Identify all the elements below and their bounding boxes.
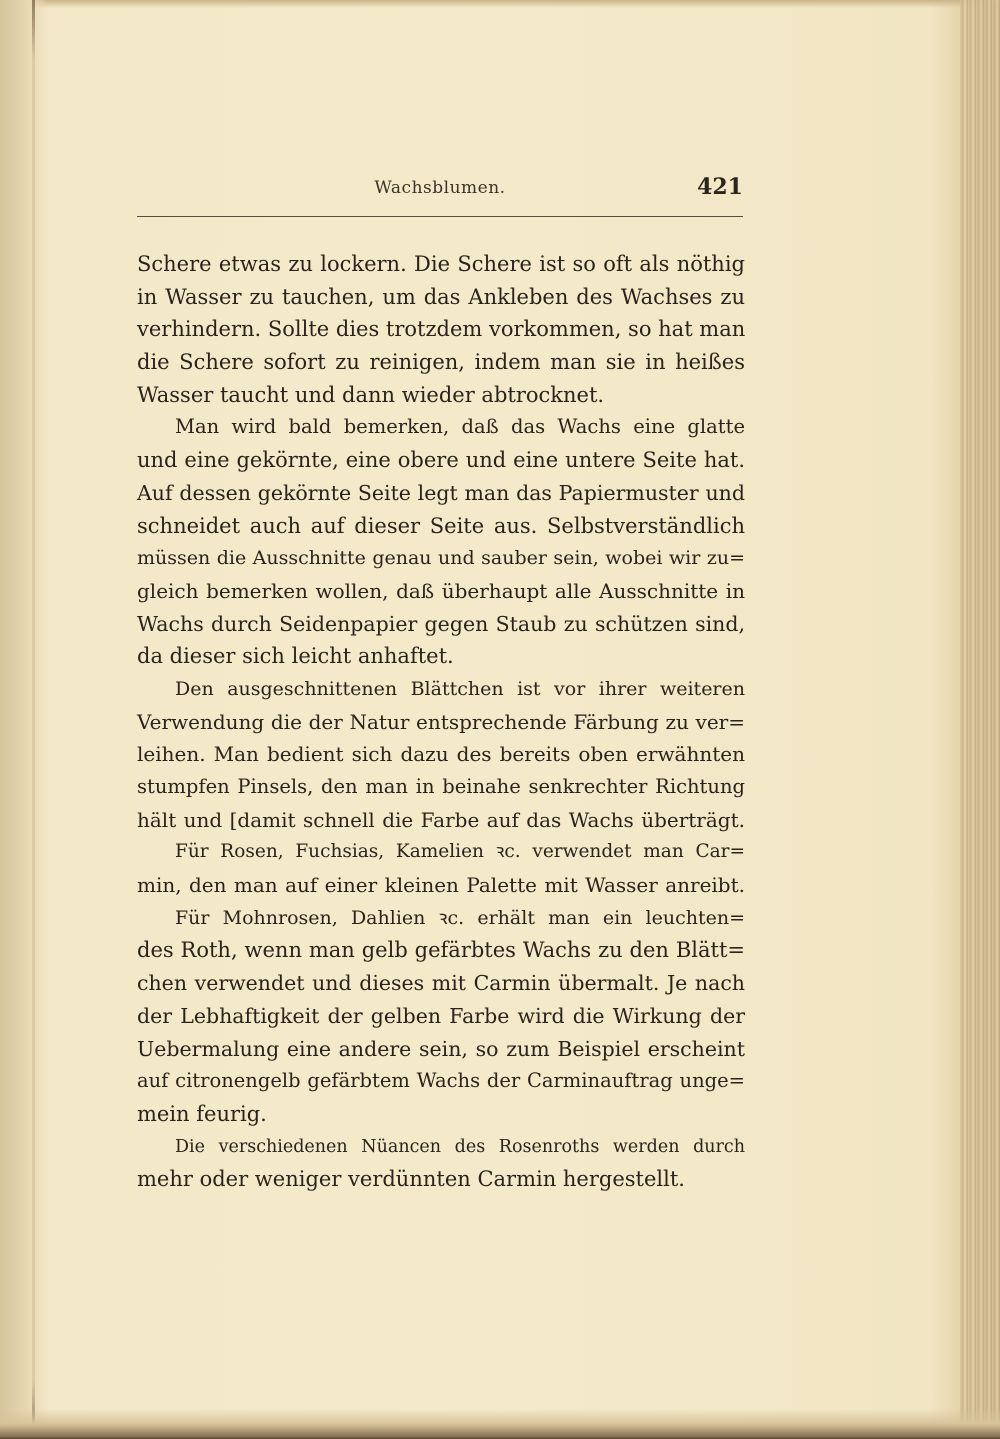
text-line: mein feurig. (137, 1101, 267, 1126)
text-line: gleich bemerken wollen, daß überhaupt alle Ausschnitte in (137, 578, 745, 603)
running-title: Wachsblumen. (374, 178, 506, 198)
paragraph (137, 836, 745, 901)
text-line: die Schere sofort zu reinigen, indem man sie in heißes (137, 350, 745, 375)
text-line: Verwendung die der Natur entsprechende Färbung zu ver= (137, 709, 745, 734)
text-line: Die verschiedenen Nüancen des Rosenroths werden durch (175, 1136, 745, 1157)
text-line: schneidet auch auf dieser Seite aus. Selbstverständlich (137, 513, 745, 538)
text-line: und eine gekörnte, eine obere und eine untere Seite hat. (137, 448, 745, 473)
text-line: der Lebhaftigkeit der gelben Farbe wird die Wirkung der (137, 1003, 745, 1028)
text-line: Schere etwas zu lockern. Die Schere ist so oft als nöthig (137, 252, 745, 276)
page-edges (960, 0, 1000, 1439)
text-line: stumpfen Pinsels, den man in beinahe senkrechter Richtung (137, 775, 745, 798)
text-line: verhindern. Sollte dies trotzdem vorkommen, so hat man (137, 317, 746, 342)
text-line: müssen die Ausschnitte genau und sauber sein, wobei wir zu= (137, 547, 745, 570)
paragraph (137, 673, 745, 836)
text-line: Wasser taucht und dann wieder abtrocknet. (137, 382, 605, 407)
text-line: Man wird bald bemerken, daß das Wachs eine glatte (175, 415, 745, 439)
text-line: Den ausgeschnittenen Blättchen ist vor ihrer weiteren (175, 677, 745, 700)
header-rule (137, 216, 743, 217)
paragraph (137, 411, 745, 673)
text-line: auf citronengelb gefärbtem Wachs der Carminauftrag unge= (137, 1069, 745, 1093)
text-line: min, den man auf einer kleinen Palette mit Wasser anreibt. (137, 873, 745, 898)
paragraph (137, 1131, 745, 1196)
text-line: des Roth, wenn man gelb gefärbtes Wachs zu den Blätt= (137, 938, 745, 963)
binding-gutter (0, 0, 50, 1439)
bottom-page-edge (0, 1409, 1000, 1439)
text-line: mehr oder weniger verdünnten Carmin hergestellt. (137, 1167, 685, 1192)
page-header (137, 172, 743, 212)
text-line: Auf dessen gekörnte Seite legt man das Papiermuster und (137, 480, 745, 505)
paragraph (137, 248, 745, 411)
binding-edge (32, 0, 35, 1439)
text-line: da dieser sich leicht anhaftet. (137, 644, 454, 669)
text-line: Uebermalung eine andere sein, so zum Beispiel erscheint (137, 1036, 745, 1061)
text-line: Für Rosen, Fuchsias, Kamelien ꝛc. verwendet man Car= (175, 841, 745, 863)
body-text (137, 248, 745, 1196)
text-line: Wachs durch Seidenpapier gegen Staub zu schützen sind, (137, 611, 745, 636)
text-line: leihen. Man bedient sich dazu des bereits oben erwähnten (137, 742, 745, 767)
text-line: in Wasser zu tauchen, um das Ankleben des Wachses zu (137, 284, 745, 309)
page-top-shadow (0, 0, 1000, 8)
page-number: 421 (697, 174, 743, 200)
paragraph (137, 902, 745, 1131)
text-line: hält und [damit schnell die Farbe auf das Wachs überträgt. (137, 807, 745, 832)
text-line: Für Mohnrosen, Dahlien ꝛc. erhält man ein leuchten= (175, 906, 745, 929)
text-line: chen verwendet und dieses mit Carmin übermalt. Je nach (137, 971, 745, 996)
